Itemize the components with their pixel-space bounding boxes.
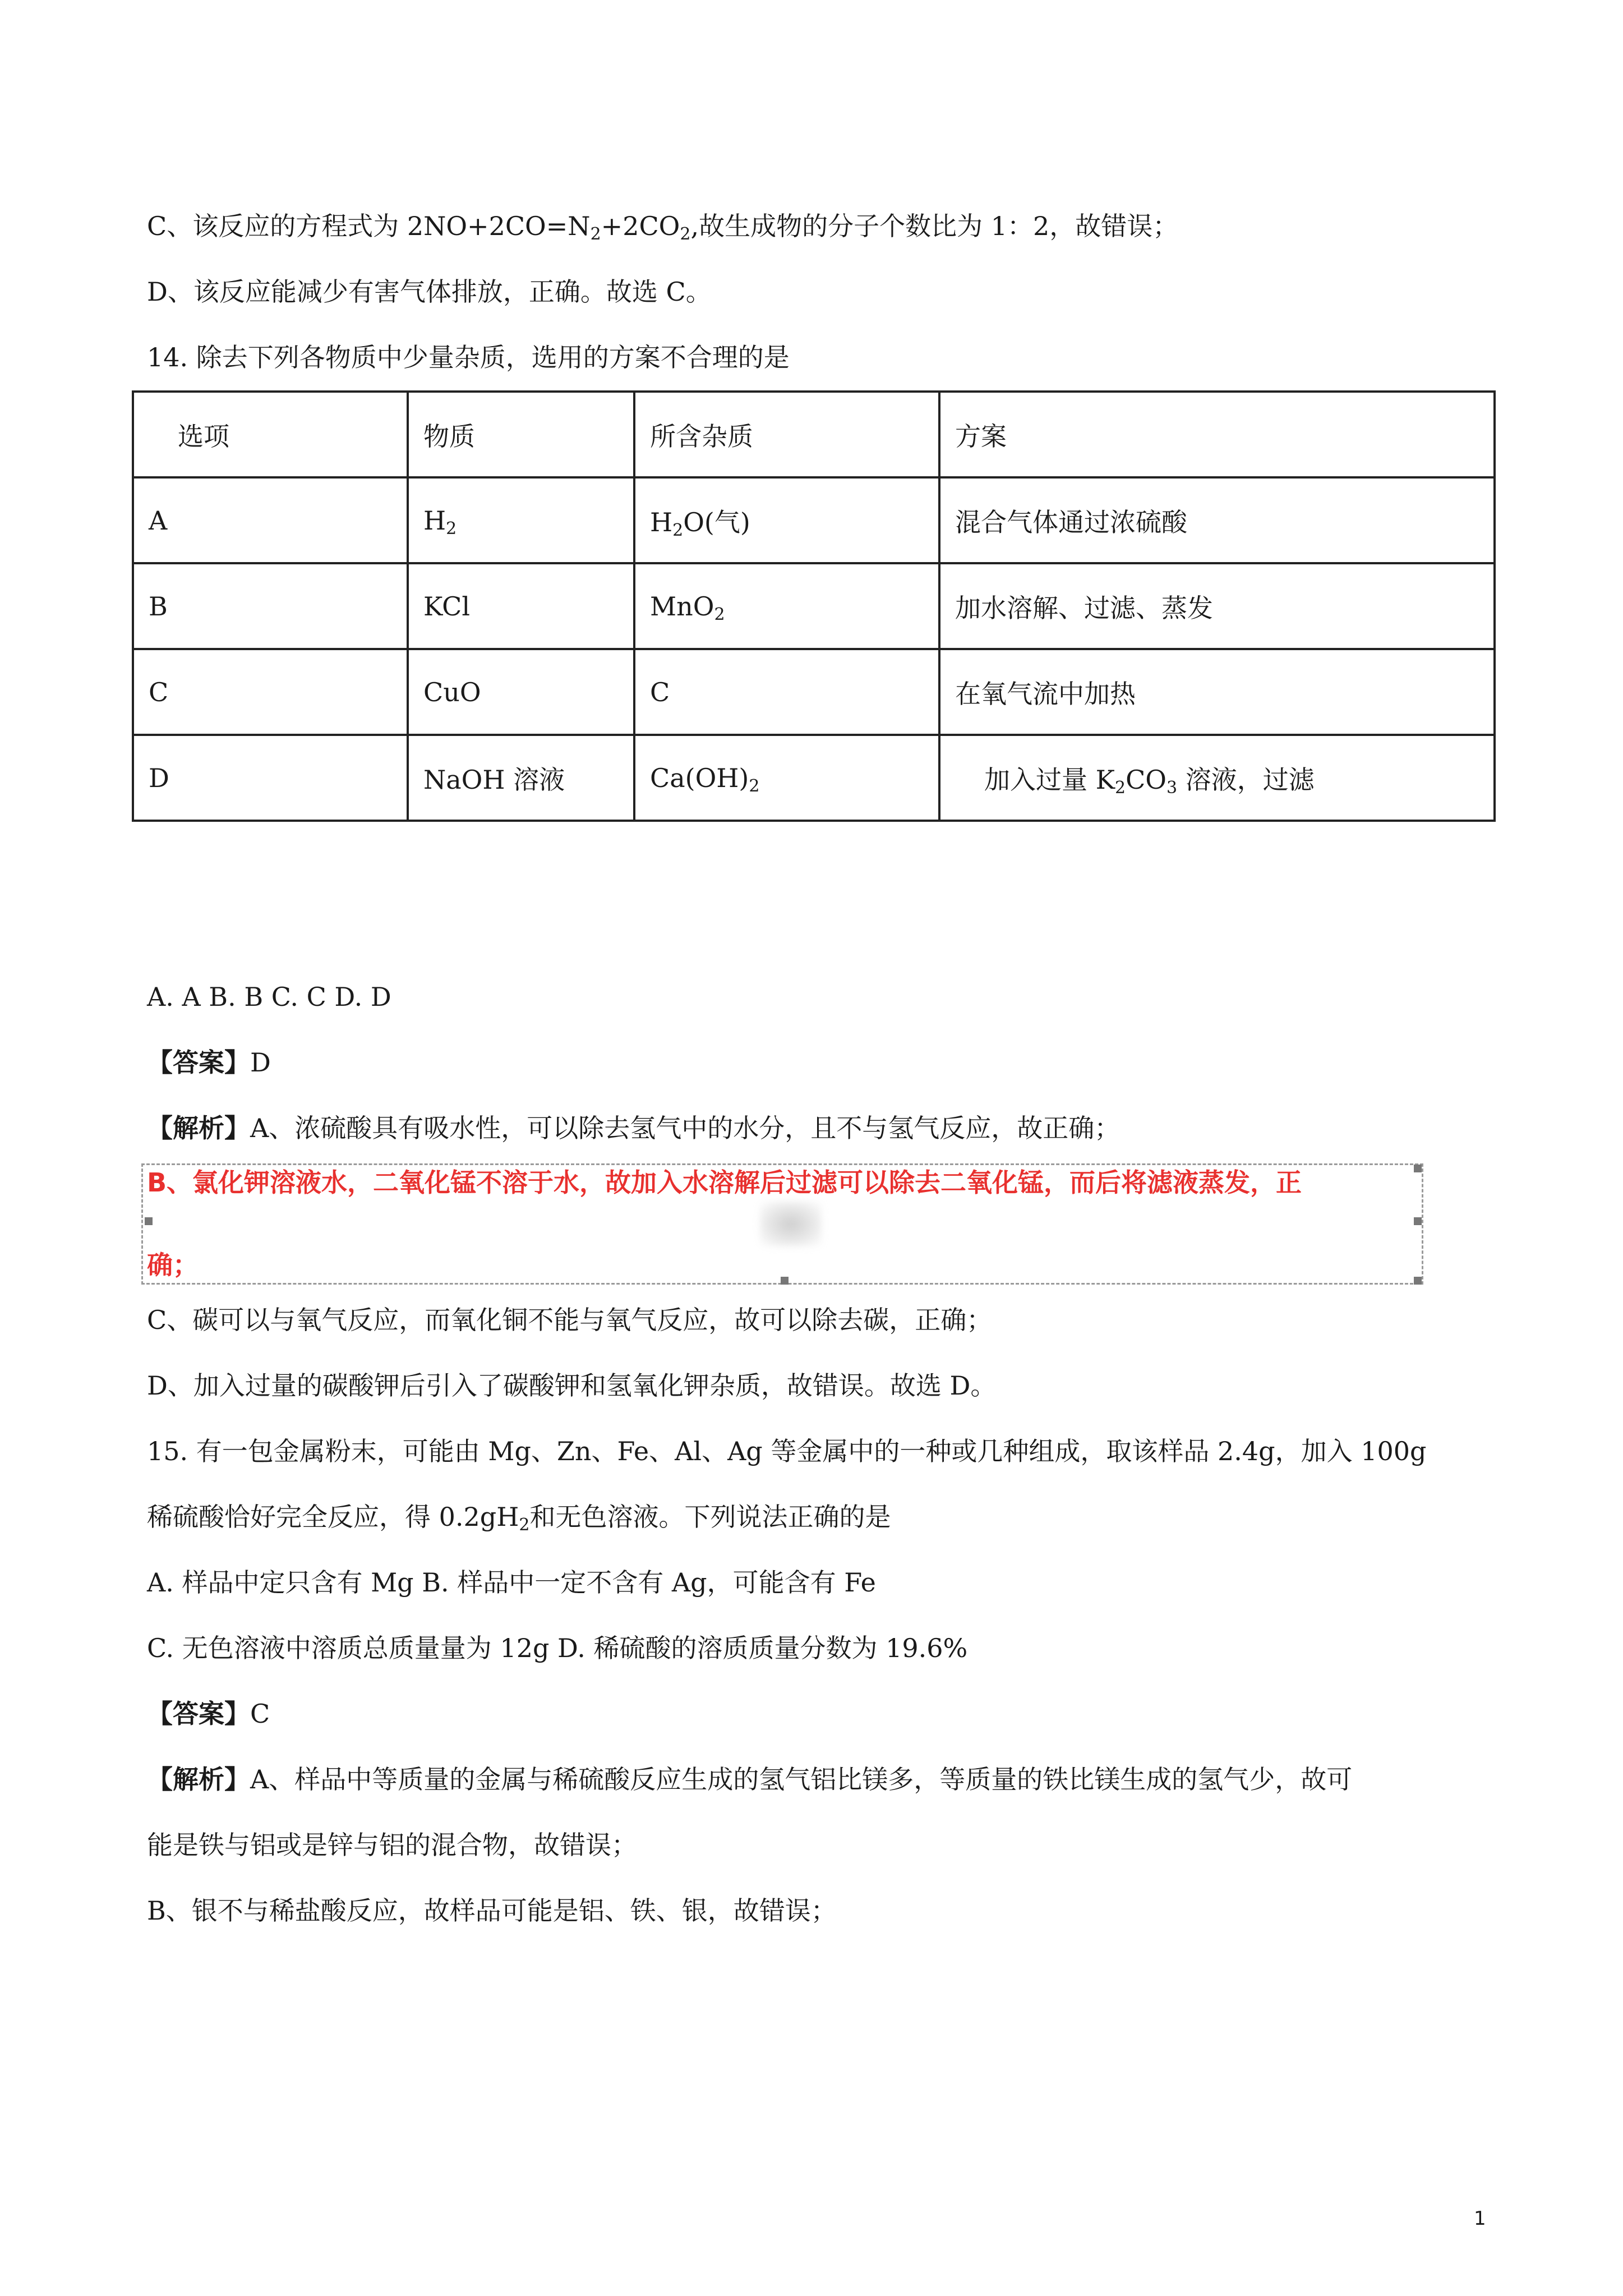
analysis-line: D、加入过量的碳酸钾后引入了碳酸钾和氢氧化钾杂质，故错误。故选 D。 bbox=[147, 1370, 997, 1401]
answer-line: 【答案】D bbox=[147, 1047, 271, 1078]
table-cell: D bbox=[133, 735, 408, 821]
question-15-stem-cont: 稀硫酸恰好完全反应，得 $0.2gH_2$和无色溶液。下列说法正确的是 bbox=[147, 1502, 891, 1535]
text-line: D、该反应能减少有害气体排放，正确。故选 C。 bbox=[147, 277, 712, 307]
question-14-options: A. A B. B C. C D. D bbox=[147, 982, 391, 1012]
table-cell: 加入过量 $K_2CO_3$ 溶液，过滤 bbox=[939, 735, 1495, 821]
table-header-row bbox=[133, 392, 1495, 477]
resize-handle[interactable] bbox=[1414, 1277, 1422, 1285]
table-cell: $H_2$ bbox=[408, 477, 634, 563]
question-15-stem: 15. 有一包金属粉末，可能由 Mg、Zn、Fe、Al、Ag 等金属中的一种或几种组成，取该样品 2.4g，加入 100g bbox=[147, 1436, 1427, 1466]
table-cell: C bbox=[634, 649, 939, 735]
table-row bbox=[133, 649, 1495, 735]
highlighted-analysis-b-cont: 确； bbox=[147, 1250, 199, 1280]
blurred-watermark bbox=[760, 1202, 822, 1246]
page-number: 1 bbox=[1474, 2207, 1486, 2230]
answer-line: 【答案】C bbox=[147, 1699, 270, 1729]
analysis-line: 【解析】A、浓硫酸具有吸水性，可以除去氢气中的水分，且不与氢气反应，故正确； bbox=[147, 1113, 1121, 1143]
table-cell: B bbox=[133, 563, 408, 649]
table-cell: CuO bbox=[408, 649, 634, 735]
question-15-options: A. 样品中定只含有 Mg B. 样品中一定不含有 Ag，可能含有 Fe bbox=[147, 1567, 876, 1598]
table-header-cell: 方案 bbox=[939, 392, 1495, 477]
highlighted-analysis-b: B、氯化钾溶液水，二氧化锰不溶于水，故加入水溶解后过滤可以除去二氧化锰，而后将滤液蒸发，正 bbox=[147, 1167, 1302, 1198]
analysis-line: 【解析】A、样品中等质量的金属与稀硫酸反应生成的氢气铝比镁多，等质量的铁比镁生成的氢气少，故可 bbox=[147, 1764, 1353, 1795]
table-header-cell: 所含杂质 bbox=[634, 392, 939, 477]
question-15-options: C. 无色溶液中溶质总质量量为 12g D. 稀硫酸的溶质质量分数为 19.6% bbox=[147, 1633, 968, 1663]
table-cell: KCl bbox=[408, 563, 634, 649]
table-cell: C bbox=[133, 649, 408, 735]
resize-handle[interactable] bbox=[1414, 1165, 1422, 1172]
analysis-line: 能是铁与铝或是锌与铝的混合物，故错误； bbox=[147, 1830, 637, 1860]
table-cell: A bbox=[133, 477, 408, 563]
table-header-cell: 物质 bbox=[408, 392, 634, 477]
question-14-table bbox=[132, 390, 1496, 822]
table-header-cell: 选项 bbox=[133, 392, 408, 477]
table-cell: 混合气体通过浓硫酸 bbox=[939, 477, 1495, 563]
table-cell: $H_2O$(气) bbox=[634, 477, 939, 563]
table-cell: 加水溶解、过滤、蒸发 bbox=[939, 563, 1495, 649]
table-cell: $Ca(OH)_2$ bbox=[634, 735, 939, 821]
question-14-stem: 14. 除去下列各物质中少量杂质，选用的方案不合理的是 bbox=[147, 342, 790, 372]
text-line: C、该反应的方程式为 $2NO+2CO=N_2+2CO_2$,故生成物的分子个数比为 1：2，故错误； bbox=[147, 211, 1179, 244]
resize-handle[interactable] bbox=[1414, 1217, 1422, 1225]
table-cell: MnO$_2$ bbox=[634, 563, 939, 649]
resize-handle[interactable] bbox=[145, 1217, 153, 1225]
analysis-line: B、银不与稀盐酸反应，故样品可能是铝、铁、银，故错误； bbox=[147, 1895, 837, 1926]
table-row bbox=[133, 477, 1495, 563]
table-row bbox=[133, 563, 1495, 649]
resize-handle[interactable] bbox=[781, 1277, 789, 1285]
analysis-line: C、碳可以与氧气反应，而氧化铜不能与氧气反应，故可以除去碳，正确； bbox=[147, 1305, 993, 1335]
table-cell: NaOH 溶液 bbox=[408, 735, 634, 821]
table-cell: 在氧气流中加热 bbox=[939, 649, 1495, 735]
table-row bbox=[133, 735, 1495, 821]
